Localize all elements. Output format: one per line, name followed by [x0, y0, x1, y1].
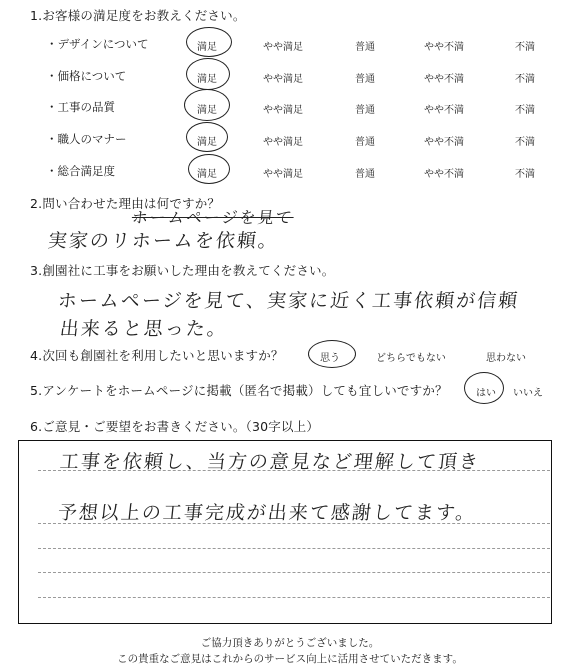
option-somewhat-satisfied[interactable]: やや満足 [263, 74, 303, 85]
ruled-line [38, 548, 550, 549]
option-somewhat-dissatisfied[interactable]: やや不満 [424, 105, 464, 116]
option-neutral[interactable]: 普通 [355, 137, 375, 148]
option-somewhat-satisfied[interactable]: やや満足 [263, 42, 303, 53]
option-satisfied[interactable]: 満足 [197, 137, 217, 148]
option-dissatisfied[interactable]: 不満 [515, 74, 535, 85]
option-satisfied[interactable]: 満足 [197, 169, 217, 180]
selection-circle [186, 58, 230, 90]
q2-struck-answer: ホームページを見て [130, 208, 295, 227]
option-somewhat-dissatisfied[interactable]: やや不満 [424, 74, 464, 85]
option-satisfied[interactable]: 満足 [197, 105, 217, 116]
ruled-line [38, 572, 550, 573]
option-neutral[interactable]: 普通 [355, 105, 375, 116]
row-label-design: ・デザインについて [46, 37, 149, 51]
option-satisfied[interactable]: 満足 [197, 74, 217, 85]
option-dissatisfied[interactable]: 不満 [515, 105, 535, 116]
q6-title: 6.ご意見・ご要望をお書きください。（30字以上） [30, 419, 320, 434]
option-somewhat-satisfied[interactable]: やや満足 [263, 137, 303, 148]
q2-answer: 実家のリホームを依頼。 [46, 230, 281, 252]
option-somewhat-satisfied[interactable]: やや満足 [263, 169, 303, 180]
option-somewhat-dissatisfied[interactable]: やや不満 [424, 169, 464, 180]
q4-option-undecided[interactable]: どちらでもない [376, 353, 446, 364]
footer-thanks: ご協力頂きありがとうございました。 [200, 637, 380, 649]
q3-answer-line1: ホームページを見て、実家に近く工事依頼が信頼 [56, 290, 521, 312]
q1-title: 1.お客様の満足度をお教えください。 [30, 8, 246, 23]
q4-option-no[interactable]: 思わない [486, 353, 526, 364]
option-somewhat-satisfied[interactable]: やや満足 [263, 105, 303, 116]
q5-title: 5.アンケートをホームページに掲載（匿名で掲載）しても宜しいですか？ [30, 383, 448, 398]
q3-answer-line2: 出来ると思った。 [58, 318, 230, 340]
selection-circle [464, 372, 504, 404]
selection-circle [308, 340, 356, 368]
option-neutral[interactable]: 普通 [355, 74, 375, 85]
row-label-price: ・価格について [46, 69, 127, 83]
option-somewhat-dissatisfied[interactable]: やや不満 [424, 137, 464, 148]
option-satisfied[interactable]: 満足 [197, 42, 217, 53]
option-somewhat-dissatisfied[interactable]: やや不満 [424, 42, 464, 53]
footer-note: この貴重なご意見はこれからのサービス向上に活用させていただきます。 [117, 653, 463, 665]
option-dissatisfied[interactable]: 不満 [515, 42, 535, 53]
option-dissatisfied[interactable]: 不満 [515, 137, 535, 148]
row-label-manners: ・職人のマナー [46, 132, 127, 146]
row-label-overall: ・総合満足度 [46, 164, 115, 178]
q6-answer-line2: 予想以上の工事完成が出来て感謝してます。 [56, 502, 478, 524]
q5-option-no[interactable]: いいえ [513, 388, 543, 399]
q2-title: 2.問い合わせた理由は何ですか？ [30, 196, 221, 211]
selection-circle [188, 154, 230, 184]
row-label-quality: ・工事の品質 [46, 100, 115, 114]
selection-circle [186, 122, 228, 152]
selection-circle [184, 89, 230, 121]
ruled-line [38, 597, 550, 598]
q6-answer-line1: 工事を依頼し、当方の意見など理解して頂き [58, 451, 482, 473]
q4-option-yes[interactable]: 思う [320, 353, 340, 364]
option-neutral[interactable]: 普通 [355, 169, 375, 180]
q4-title: 4.次回も創園社を利用したいと思いますか？ [30, 348, 284, 363]
selection-circle [186, 27, 232, 57]
q5-option-yes[interactable]: はい [476, 388, 496, 399]
option-neutral[interactable]: 普通 [355, 42, 375, 53]
option-dissatisfied[interactable]: 不満 [515, 169, 535, 180]
q3-title: 3.創園社に工事をお願いした理由を教えてください。 [30, 263, 335, 278]
